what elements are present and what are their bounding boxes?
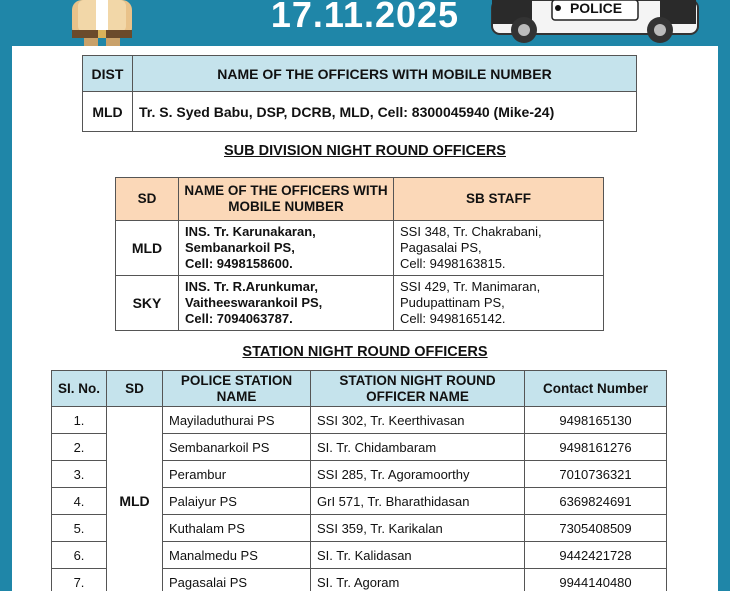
police-car-illustration	[490, 0, 700, 46]
col-header-dist: DIST	[83, 56, 133, 92]
station-cell: Palaiyur PS	[163, 488, 311, 515]
contact-cell: 9498161276	[525, 434, 667, 461]
officer-line: Sembanarkoil PS,	[185, 240, 295, 255]
contact-cell: 6369824691	[525, 488, 667, 515]
officer-line: Cell: 7094063787.	[185, 311, 293, 326]
station-cell: Kuthalam PS	[163, 515, 311, 542]
table-row	[116, 221, 604, 276]
officer-cell: SSI 285, Tr. Agoramoorthy	[311, 461, 525, 488]
sl-no-cell: 3.	[52, 461, 107, 488]
sl-no-cell: 4.	[52, 488, 107, 515]
sb-staff-line: Cell: 9498163815.	[400, 256, 506, 271]
sl-no-cell: 5.	[52, 515, 107, 542]
dist-cell: MLD	[83, 92, 133, 132]
sl-no-cell: 6.	[52, 542, 107, 569]
station-cell: Manalmedu PS	[163, 542, 311, 569]
officer-cell: GrI 571, Tr. Bharathidasan	[311, 488, 525, 515]
officer-cell: SSI 359, Tr. Karikalan	[311, 515, 525, 542]
sl-no-cell: 7.	[52, 569, 107, 591]
table-header-row	[116, 178, 604, 221]
contact-cell: 9498165130	[525, 407, 667, 434]
district-officer-table	[82, 55, 637, 132]
sd-cell: SKY	[116, 276, 179, 331]
officer-cell: SI. Tr. Kalidasan	[311, 542, 525, 569]
table-row	[52, 407, 667, 434]
officer-cell: SI. Tr. Chidambaram	[311, 434, 525, 461]
table-row	[83, 92, 637, 132]
district-officer-cell: Tr. S. Syed Babu, DSP, DCRB, MLD, Cell: 8300045940 (Mike-24)	[133, 92, 637, 132]
officer-line: Vaitheeswarankoil PS,	[185, 295, 323, 310]
right-border	[718, 0, 730, 591]
station-cell: Pagasalai PS	[163, 569, 311, 591]
sb-staff-line: Pudupattinam PS,	[400, 295, 505, 310]
sb-staff-line: SSI 429, Tr. Manimaran,	[400, 279, 541, 294]
sb-staff-line: Pagasalai PS,	[400, 240, 482, 255]
officer-line: INS. Tr. R.Arunkumar,	[185, 279, 318, 294]
contact-cell: 7010736321	[525, 461, 667, 488]
station-cell: Perambur	[163, 461, 311, 488]
col-header-contact: Contact Number	[525, 371, 667, 407]
col-header-officer: NAME OF THE OFFICERS WITH MOBILE NUMBER	[133, 56, 637, 92]
officer-cell: SSI 302, Tr. Keerthivasan	[311, 407, 525, 434]
sl-no-cell: 1.	[52, 407, 107, 434]
col-header-station: POLICE STATION NAME	[163, 371, 311, 407]
contact-cell: 7305408509	[525, 515, 667, 542]
sd-group-cell: MLD	[107, 407, 163, 591]
col-header-officer: STATION NIGHT ROUND OFFICER NAME	[311, 371, 525, 407]
left-border	[0, 0, 12, 591]
col-header-sl-no: SI. No.	[52, 371, 107, 407]
col-header-sd: SD	[107, 371, 163, 407]
officer-line: INS. Tr. Karunakaran,	[185, 224, 316, 239]
contact-cell: 9442421728	[525, 542, 667, 569]
station-cell: Mayiladuthurai PS	[163, 407, 311, 434]
table-header-row	[83, 56, 637, 92]
contact-cell: 9944140480	[525, 569, 667, 591]
station-title: STATION NIGHT ROUND OFFICERS	[242, 344, 488, 360]
station-table	[51, 370, 667, 591]
sb-staff-line: Cell: 9498165142.	[400, 311, 506, 326]
sb-staff-line: SSI 348, Tr. Chakrabani,	[400, 224, 542, 239]
table-header-row	[52, 371, 667, 407]
col-header-sb-staff: SB STAFF	[394, 178, 604, 221]
officer-cell: SI. Tr. Agoram	[311, 569, 525, 591]
sb-staff-cell	[394, 276, 604, 331]
col-header-sd: SD	[116, 178, 179, 221]
officer-cell	[179, 221, 394, 276]
subdivision-title: SUB DIVISION NIGHT ROUND OFFICERS	[224, 143, 506, 159]
subdivision-table	[115, 177, 604, 331]
sb-staff-cell	[394, 221, 604, 276]
table-row	[116, 276, 604, 331]
officer-line: Cell: 9498158600.	[185, 256, 293, 271]
col-header-officer: NAME OF THE OFFICERS WITH MOBILE NUMBER	[179, 178, 394, 221]
report-date: 17.11.2025	[270, 0, 460, 35]
sd-cell: MLD	[116, 221, 179, 276]
officer-cell	[179, 276, 394, 331]
sl-no-cell: 2.	[52, 434, 107, 461]
police-car-label: POLICE	[569, 0, 623, 16]
station-cell: Sembanarkoil PS	[163, 434, 311, 461]
